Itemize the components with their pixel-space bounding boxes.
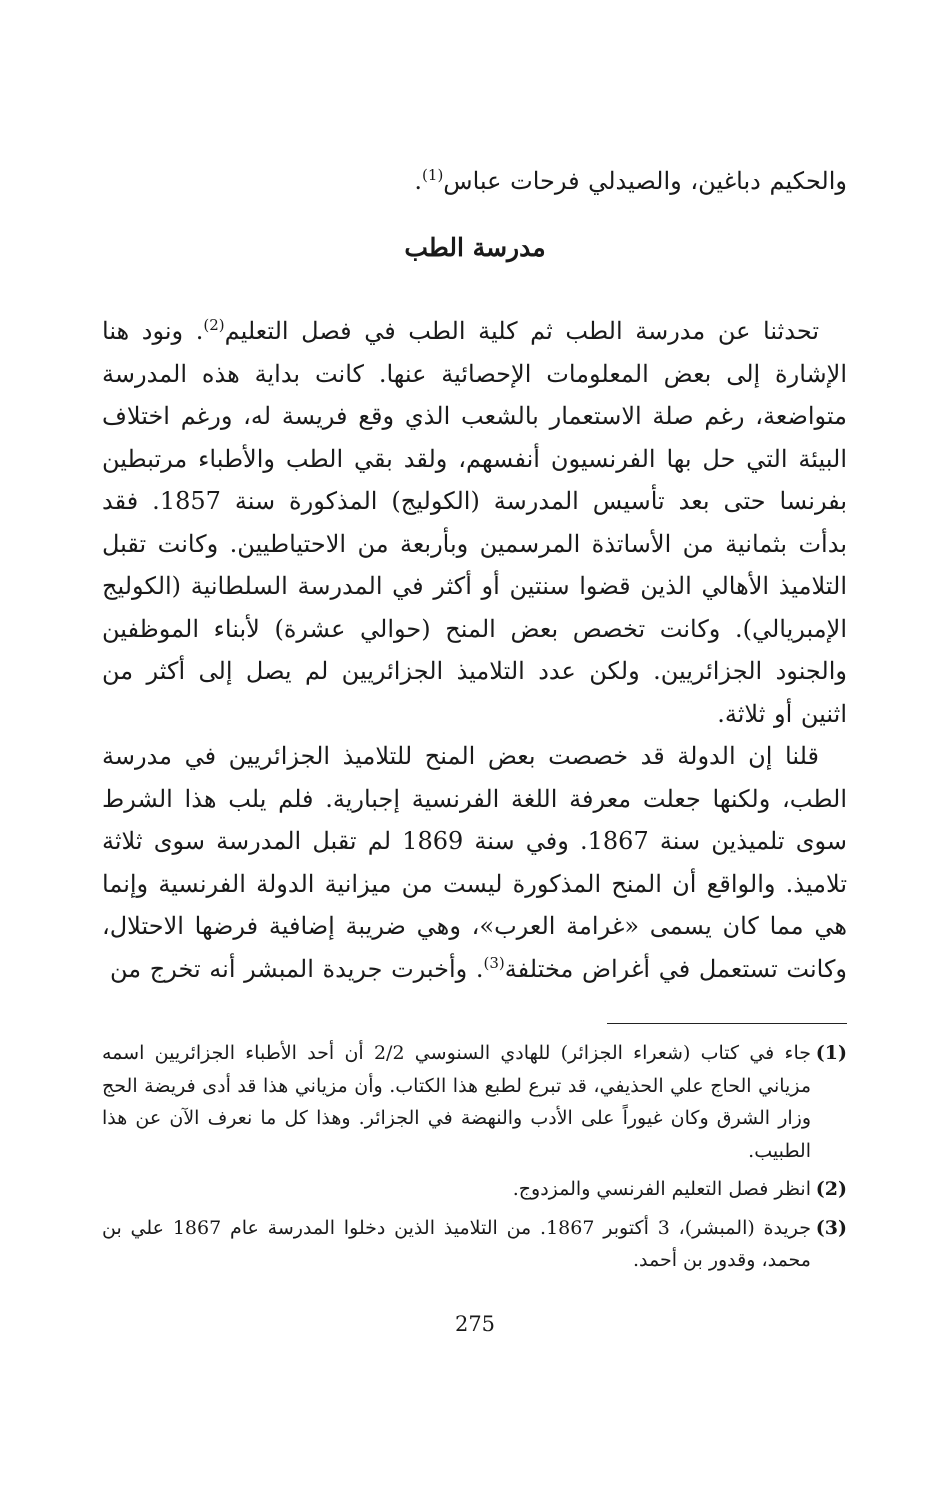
footnote-ref-2: (2): [203, 316, 225, 334]
footnote-divider: [607, 1023, 847, 1024]
paragraph-2-start: قلنا إن الدولة قد خصصت بعض المنح للتلاميذ الجزائريين في مدرسة الطب، ولكنها جعلت معرفة اللغة الفرنسية إجبارية. فلم يلب هذا الشرط سوى تلميذين سنة 1867. وفي سنة 1869 لم تقبل المدرسة سوى ثلاثة تلاميذ. والواقع أن المنح المذكورة ليست من ميزانية الدولة الفرنسية وإنما هي مما كان يسمى «غرامة العرب»، وهي ضريبة إضافية فرضها الاحتلال، وكانت تستعمل في أغراض مختلفة: [102, 742, 847, 983]
footnote-text: جريدة (المبشر)، 3 أكتوبر 1867. من التلاميذ الذين دخلوا المدرسة عام 1867 علي بن محمد، وقدور بن أحمد.: [102, 1216, 812, 1271]
footnotes: [102, 1037, 847, 1283]
opening-line-end: .: [414, 167, 423, 195]
footnote-text: جاء في كتاب (شعراء الجزائر) للهادي السنوسي 2/2 أن أحد الأطباء الجزائريين اسمه مزياني الحاج علي الحذيفي، قد تبرع لطبع هذا الكتاب. وأن مزياني هذا قد أدى فريضة الحج وزار الشرق وكان غيوراً على الأدب والنهضة في الجزائر. وهذا كل ما نعرف الآن عن هذا الطبيب.: [102, 1042, 811, 1162]
opening-line: [102, 160, 847, 203]
footnote-number: (3): [815, 1216, 847, 1239]
page-number: 275: [454, 1312, 496, 1336]
opening-line-text: والحكيم دباغين، والصيدلي فرحات عباس: [443, 167, 847, 195]
paragraph-1-start: تحدثنا عن مدرسة الطب ثم كلية الطب في فصل التعليم: [224, 317, 820, 345]
footnote-3: [102, 1212, 847, 1277]
paragraph-1: [102, 310, 847, 735]
footnote-number: (2): [815, 1178, 847, 1200]
footnote-ref-3: (3): [483, 953, 505, 972]
footnote-1: [102, 1037, 847, 1167]
paragraph-1-rest: . ونود هنا الإشارة إلى بعض المعلومات الإحصائية عنها. كانت بداية هذه المدرسة متواضعة، رغم صلة الاستعمار بالشعب الذي وقع فريسة له، ورغم اختلاف البيئة التي حل بها الفرنسيون أنفسهم، ولقد بقي الطب والأطباء مرتبطين بفرنسا حتى بعد تأسيس المدرسة (الكوليج) المذكورة سنة 1857. فقد بدأت بثمانية من الأساتذة المرسمين وبأربعة من الاحتياطيين. وكانت تقبل التلاميذ الأهالي الذين قضوا سنتين أو أكثر في المدرسة السلطانية (الكوليج الإمبريالي). وكانت تخصص بعض المنح (حوالي عشرة) لأبناء الموظفين والجنود الجزائريين. ولكن عدد التلاميذ الجزائريين لم يصل إلى أكثر من اثنين أو ثلاثة.: [102, 317, 848, 728]
section-title: مدرسة الطب: [404, 233, 546, 262]
paragraph-2-rest: . وأخبرت جريدة المبشر أنه تخرج من: [110, 954, 484, 983]
paragraph-2: [102, 735, 847, 990]
footnote-text: انظر فصل التعليم الفرنسي والمزدوج.: [512, 1178, 811, 1200]
footnote-ref-1: (1): [422, 166, 444, 184]
footnote-number: (1): [815, 1042, 847, 1064]
footnote-2: [102, 1173, 847, 1206]
